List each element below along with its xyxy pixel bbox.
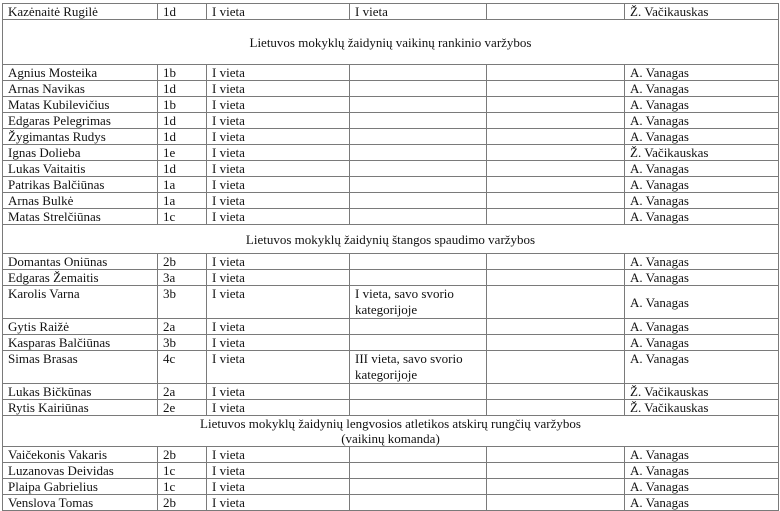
result-3	[487, 177, 625, 193]
table-row	[3, 270, 779, 286]
teacher-name: A. Vanagas	[625, 479, 779, 495]
student-name: Simas Brasas	[3, 351, 158, 384]
result-1: I vieta	[207, 145, 350, 161]
result-1: I vieta	[207, 479, 350, 495]
student-name: Arnas Navikas	[3, 81, 158, 97]
section-title-cell	[3, 225, 779, 254]
table-row	[3, 319, 779, 335]
student-name: Matas Strelčiūnas	[3, 209, 158, 225]
teacher-name: Ž. Vačikauskas	[625, 384, 779, 400]
result-3	[487, 193, 625, 209]
student-name: Patrikas Balčiūnas	[3, 177, 158, 193]
result-2	[350, 81, 487, 97]
teacher-name: A. Vanagas	[625, 129, 779, 145]
teacher-name: A. Vanagas	[625, 495, 779, 511]
teacher-name: A. Vanagas	[625, 463, 779, 479]
result-1: I vieta	[207, 447, 350, 463]
table-row	[3, 495, 779, 511]
teacher-name: Ž. Vačikauskas	[625, 145, 779, 161]
student-class: 2a	[158, 384, 207, 400]
result-3	[487, 129, 625, 145]
student-name: Vaičekonis Vakaris	[3, 447, 158, 463]
result-1: I vieta	[207, 97, 350, 113]
result-1: I vieta	[207, 463, 350, 479]
table-row	[3, 351, 779, 384]
student-class: 1a	[158, 193, 207, 209]
student-name: Žygimantas Rudys	[3, 129, 158, 145]
result-1: I vieta	[207, 113, 350, 129]
section-header-row	[3, 225, 779, 254]
result-3	[487, 351, 625, 384]
result-3	[487, 81, 625, 97]
result-1: I vieta	[207, 319, 350, 335]
student-name: Lukas Bičkūnas	[3, 384, 158, 400]
student-class: 1d	[158, 113, 207, 129]
result-2	[350, 254, 487, 270]
teacher-name: A. Vanagas	[625, 270, 779, 286]
student-name: Arnas Bulkė	[3, 193, 158, 209]
student-name: Venslova Tomas	[3, 495, 158, 511]
results-table	[2, 3, 779, 511]
result-2	[350, 495, 487, 511]
student-class: 1c	[158, 209, 207, 225]
result-2	[350, 319, 487, 335]
student-name: Luzanovas Deividas	[3, 463, 158, 479]
result-1: I vieta	[207, 81, 350, 97]
result-2	[350, 335, 487, 351]
table-row	[3, 145, 779, 161]
student-name: Kasparas Balčiūnas	[3, 335, 158, 351]
result-3	[487, 65, 625, 81]
result-3	[487, 495, 625, 511]
result-1: I vieta	[207, 286, 350, 319]
student-name: Edgaras Pelegrimas	[3, 113, 158, 129]
result-1: I vieta	[207, 270, 350, 286]
result-2	[350, 161, 487, 177]
student-name: Ignas Dolieba	[3, 145, 158, 161]
student-class: 1b	[158, 97, 207, 113]
teacher-name: Ž. Vačikauskas	[625, 400, 779, 416]
section-title-cell	[3, 416, 779, 447]
student-class: 4c	[158, 351, 207, 384]
section-subtitle: (vaikinų komanda)	[341, 431, 440, 446]
result-2	[350, 209, 487, 225]
student-name: Lukas Vaitaitis	[3, 161, 158, 177]
section-title: Lietuvos mokyklų žaidynių lengvosios atletikos atskirų rungčių varžybos	[200, 416, 581, 431]
teacher-name: A. Vanagas	[625, 81, 779, 97]
result-3	[487, 335, 625, 351]
table-row	[3, 161, 779, 177]
result-3	[487, 270, 625, 286]
student-class: 2a	[158, 319, 207, 335]
section-title: Lietuvos mokyklų žaidynių štangos spaudimo varžybos	[245, 231, 536, 247]
result-1: I vieta	[207, 400, 350, 416]
result-2: III vieta, savo svorio kategorijoje	[350, 351, 487, 384]
teacher-name: A. Vanagas	[625, 286, 779, 319]
result-1: I vieta	[207, 384, 350, 400]
student-name: Karolis Varna	[3, 286, 158, 319]
result-2: I vieta, savo svorio kategorijoje	[350, 286, 487, 319]
table-row	[3, 384, 779, 400]
teacher-name: A. Vanagas	[625, 335, 779, 351]
section-header-row	[3, 20, 779, 65]
student-class: 2e	[158, 400, 207, 416]
section-title: Lietuvos mokyklų žaidynių vaikinų rankinio varžybos	[249, 34, 532, 50]
student-class: 3b	[158, 335, 207, 351]
teacher-name: A. Vanagas	[625, 113, 779, 129]
result-2	[350, 145, 487, 161]
teacher-name: A. Vanagas	[625, 319, 779, 335]
student-name: Domantas Oniūnas	[3, 254, 158, 270]
result-3	[487, 209, 625, 225]
result-1: I vieta	[207, 161, 350, 177]
result-3	[487, 254, 625, 270]
result-2: I vieta	[350, 4, 487, 20]
result-2	[350, 113, 487, 129]
table-row	[3, 400, 779, 416]
table-row	[3, 254, 779, 270]
result-2	[350, 193, 487, 209]
table-row	[3, 129, 779, 145]
student-class: 1d	[158, 161, 207, 177]
result-2	[350, 400, 487, 416]
student-class: 2b	[158, 495, 207, 511]
table-row	[3, 65, 779, 81]
table-row	[3, 97, 779, 113]
table-row	[3, 479, 779, 495]
student-class: 2b	[158, 447, 207, 463]
student-name: Rytis Kairiūnas	[3, 400, 158, 416]
student-name: Agnius Mosteika	[3, 65, 158, 81]
result-3	[487, 145, 625, 161]
student-name: Gytis Raižė	[3, 319, 158, 335]
result-1: I vieta	[207, 495, 350, 511]
result-2	[350, 463, 487, 479]
table-row	[3, 177, 779, 193]
result-3	[487, 4, 625, 20]
table-row	[3, 447, 779, 463]
table-row	[3, 463, 779, 479]
student-class: 3b	[158, 286, 207, 319]
result-2	[350, 97, 487, 113]
result-3	[487, 479, 625, 495]
result-2	[350, 65, 487, 81]
result-3	[487, 400, 625, 416]
student-class: 1c	[158, 463, 207, 479]
student-class: 1d	[158, 129, 207, 145]
student-class: 1d	[158, 81, 207, 97]
teacher-name: A. Vanagas	[625, 351, 779, 384]
result-1: I vieta	[207, 177, 350, 193]
student-class: 1c	[158, 479, 207, 495]
result-2	[350, 129, 487, 145]
result-1: I vieta	[207, 129, 350, 145]
result-1: I vieta	[207, 4, 350, 20]
teacher-name: A. Vanagas	[625, 65, 779, 81]
result-3	[487, 384, 625, 400]
result-2	[350, 270, 487, 286]
section-title-cell	[3, 20, 779, 65]
result-3	[487, 161, 625, 177]
result-2	[350, 447, 487, 463]
teacher-name: A. Vanagas	[625, 161, 779, 177]
result-1: I vieta	[207, 254, 350, 270]
teacher-name: A. Vanagas	[625, 97, 779, 113]
result-3	[487, 447, 625, 463]
teacher-name: A. Vanagas	[625, 193, 779, 209]
table-row	[3, 4, 779, 20]
table-row	[3, 335, 779, 351]
student-class: 2b	[158, 254, 207, 270]
teacher-name: A. Vanagas	[625, 447, 779, 463]
result-3	[487, 286, 625, 319]
student-name: Kazėnaitė Rugilė	[3, 4, 158, 20]
result-1: I vieta	[207, 65, 350, 81]
student-class: 1d	[158, 4, 207, 20]
result-2	[350, 479, 487, 495]
teacher-name: Ž. Vačikauskas	[625, 4, 779, 20]
student-class: 1a	[158, 177, 207, 193]
teacher-name: A. Vanagas	[625, 254, 779, 270]
table-row	[3, 193, 779, 209]
student-class: 3a	[158, 270, 207, 286]
result-1: I vieta	[207, 351, 350, 384]
result-3	[487, 319, 625, 335]
result-2	[350, 177, 487, 193]
results-document	[2, 3, 779, 511]
student-name: Edgaras Žemaitis	[3, 270, 158, 286]
result-3	[487, 113, 625, 129]
table-row	[3, 209, 779, 225]
table-row	[3, 286, 779, 319]
result-3	[487, 97, 625, 113]
result-1: I vieta	[207, 193, 350, 209]
result-2	[350, 384, 487, 400]
student-class: 1e	[158, 145, 207, 161]
student-name: Matas Kubilevičius	[3, 97, 158, 113]
result-1: I vieta	[207, 335, 350, 351]
student-class: 1b	[158, 65, 207, 81]
table-row	[3, 113, 779, 129]
result-1: I vieta	[207, 209, 350, 225]
table-row	[3, 81, 779, 97]
teacher-name: A. Vanagas	[625, 177, 779, 193]
student-name: Plaipa Gabrielius	[3, 479, 158, 495]
section-header-row	[3, 416, 779, 447]
result-3	[487, 463, 625, 479]
teacher-name: A. Vanagas	[625, 209, 779, 225]
